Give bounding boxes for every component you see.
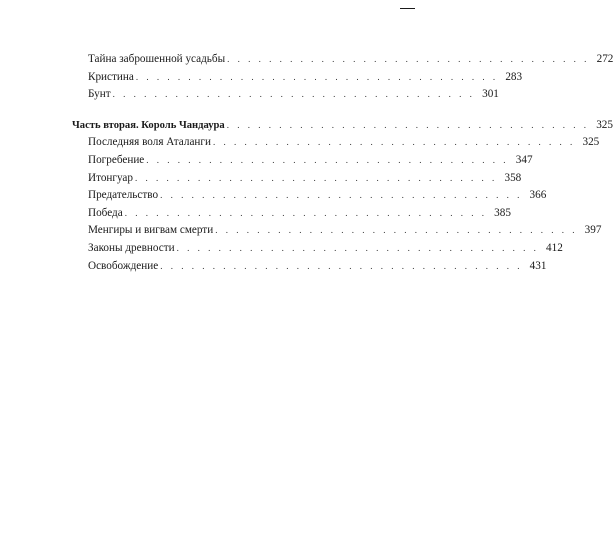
toc-entry-page: 431	[529, 259, 547, 272]
dot-leader: . . . . . . . . . . . . . . . . . . . . . . . . . . . . . . . . . . .	[176, 242, 539, 253]
toc-entry-title: Освобождение	[88, 259, 159, 272]
dot-leader: . . . . . . . . . . . . . . . . . . . . . . . . . . . . . . . . . . .	[160, 190, 523, 201]
dot-leader: . . . . . . . . . . . . . . . . . . . . . . . . . . . . . . . . . . .	[226, 119, 589, 130]
toc-entry-title: Итонгуар	[88, 171, 133, 184]
toc-part-heading	[72, 117, 613, 135]
toc-entry-page: 397	[584, 224, 602, 237]
dot-leader: . . . . . . . . . . . . . . . . . . . . . . . . . . . . . . . . . . .	[227, 54, 590, 64]
dot-leader: . . . . . . . . . . . . . . . . . . . . . . . . . . . . . . . . . . .	[124, 207, 487, 218]
toc-entry	[72, 258, 547, 276]
toc-entry	[72, 69, 523, 87]
dot-leader: . . . . . . . . . . . . . . . . . . . . . . . . . . . . . . . . . . .	[146, 154, 509, 165]
toc-entry-page: 272	[596, 53, 613, 65]
toc-entry-title: Погребение	[88, 153, 145, 166]
toc-entry-title: Тайна заброшенной усадьбы	[88, 53, 226, 65]
dot-leader: . . . . . . . . . . . . . . . . . . . . . . . . . . . . . . . . . . .	[160, 260, 523, 271]
toc-entry	[72, 152, 533, 170]
toc-entry-title: Кристина	[88, 70, 134, 83]
table-of-contents	[72, 51, 613, 275]
dot-leader: . . . . . . . . . . . . . . . . . . . . . . . . . . . . . . . . . . .	[112, 89, 475, 100]
toc-entry-page: 325	[582, 136, 600, 149]
toc-entry-page: 366	[529, 189, 547, 202]
dot-leader: . . . . . . . . . . . . . . . . . . . . . . . . . . . . . . . . . . .	[213, 137, 576, 148]
toc-entry-title: Менгиры и вигвам смерти	[88, 224, 214, 237]
toc-entry-page: 301	[482, 88, 499, 101]
toc-part-title: Часть вторая. Король Чандаура	[72, 119, 225, 131]
toc-entry-page: 347	[515, 153, 533, 166]
toc-entry	[72, 134, 600, 152]
dot-leader: . . . . . . . . . . . . . . . . . . . . . . . . . . . . . . . . . . .	[135, 71, 499, 82]
toc-entry-title: Предательство	[88, 189, 159, 202]
toc-entry	[72, 51, 613, 69]
page-corner-mark	[400, 8, 415, 9]
toc-entry	[72, 170, 522, 188]
toc-entry-title: Законы древности	[88, 241, 175, 254]
dot-leader: . . . . . . . . . . . . . . . . . . . . . . . . . . . . . . . . . . .	[215, 225, 578, 236]
toc-entry-title: Последняя воля Аталанги	[88, 136, 211, 149]
toc-entry	[72, 222, 602, 240]
toc-entry-page: 412	[546, 241, 563, 254]
toc-entry	[72, 86, 499, 104]
toc-part-page: 325	[596, 118, 613, 131]
toc-entry-page: 385	[494, 206, 511, 219]
toc-entry	[72, 187, 547, 205]
toc-entry-page: 358	[504, 171, 522, 184]
toc-entry-title: Победа	[88, 206, 123, 219]
toc-entry	[72, 240, 563, 258]
toc-entry-title: Бунт	[88, 88, 111, 101]
toc-entry	[72, 205, 511, 223]
dot-leader: . . . . . . . . . . . . . . . . . . . . . . . . . . . . . . . . . . .	[135, 172, 498, 183]
toc-entry-page: 283	[505, 70, 523, 83]
